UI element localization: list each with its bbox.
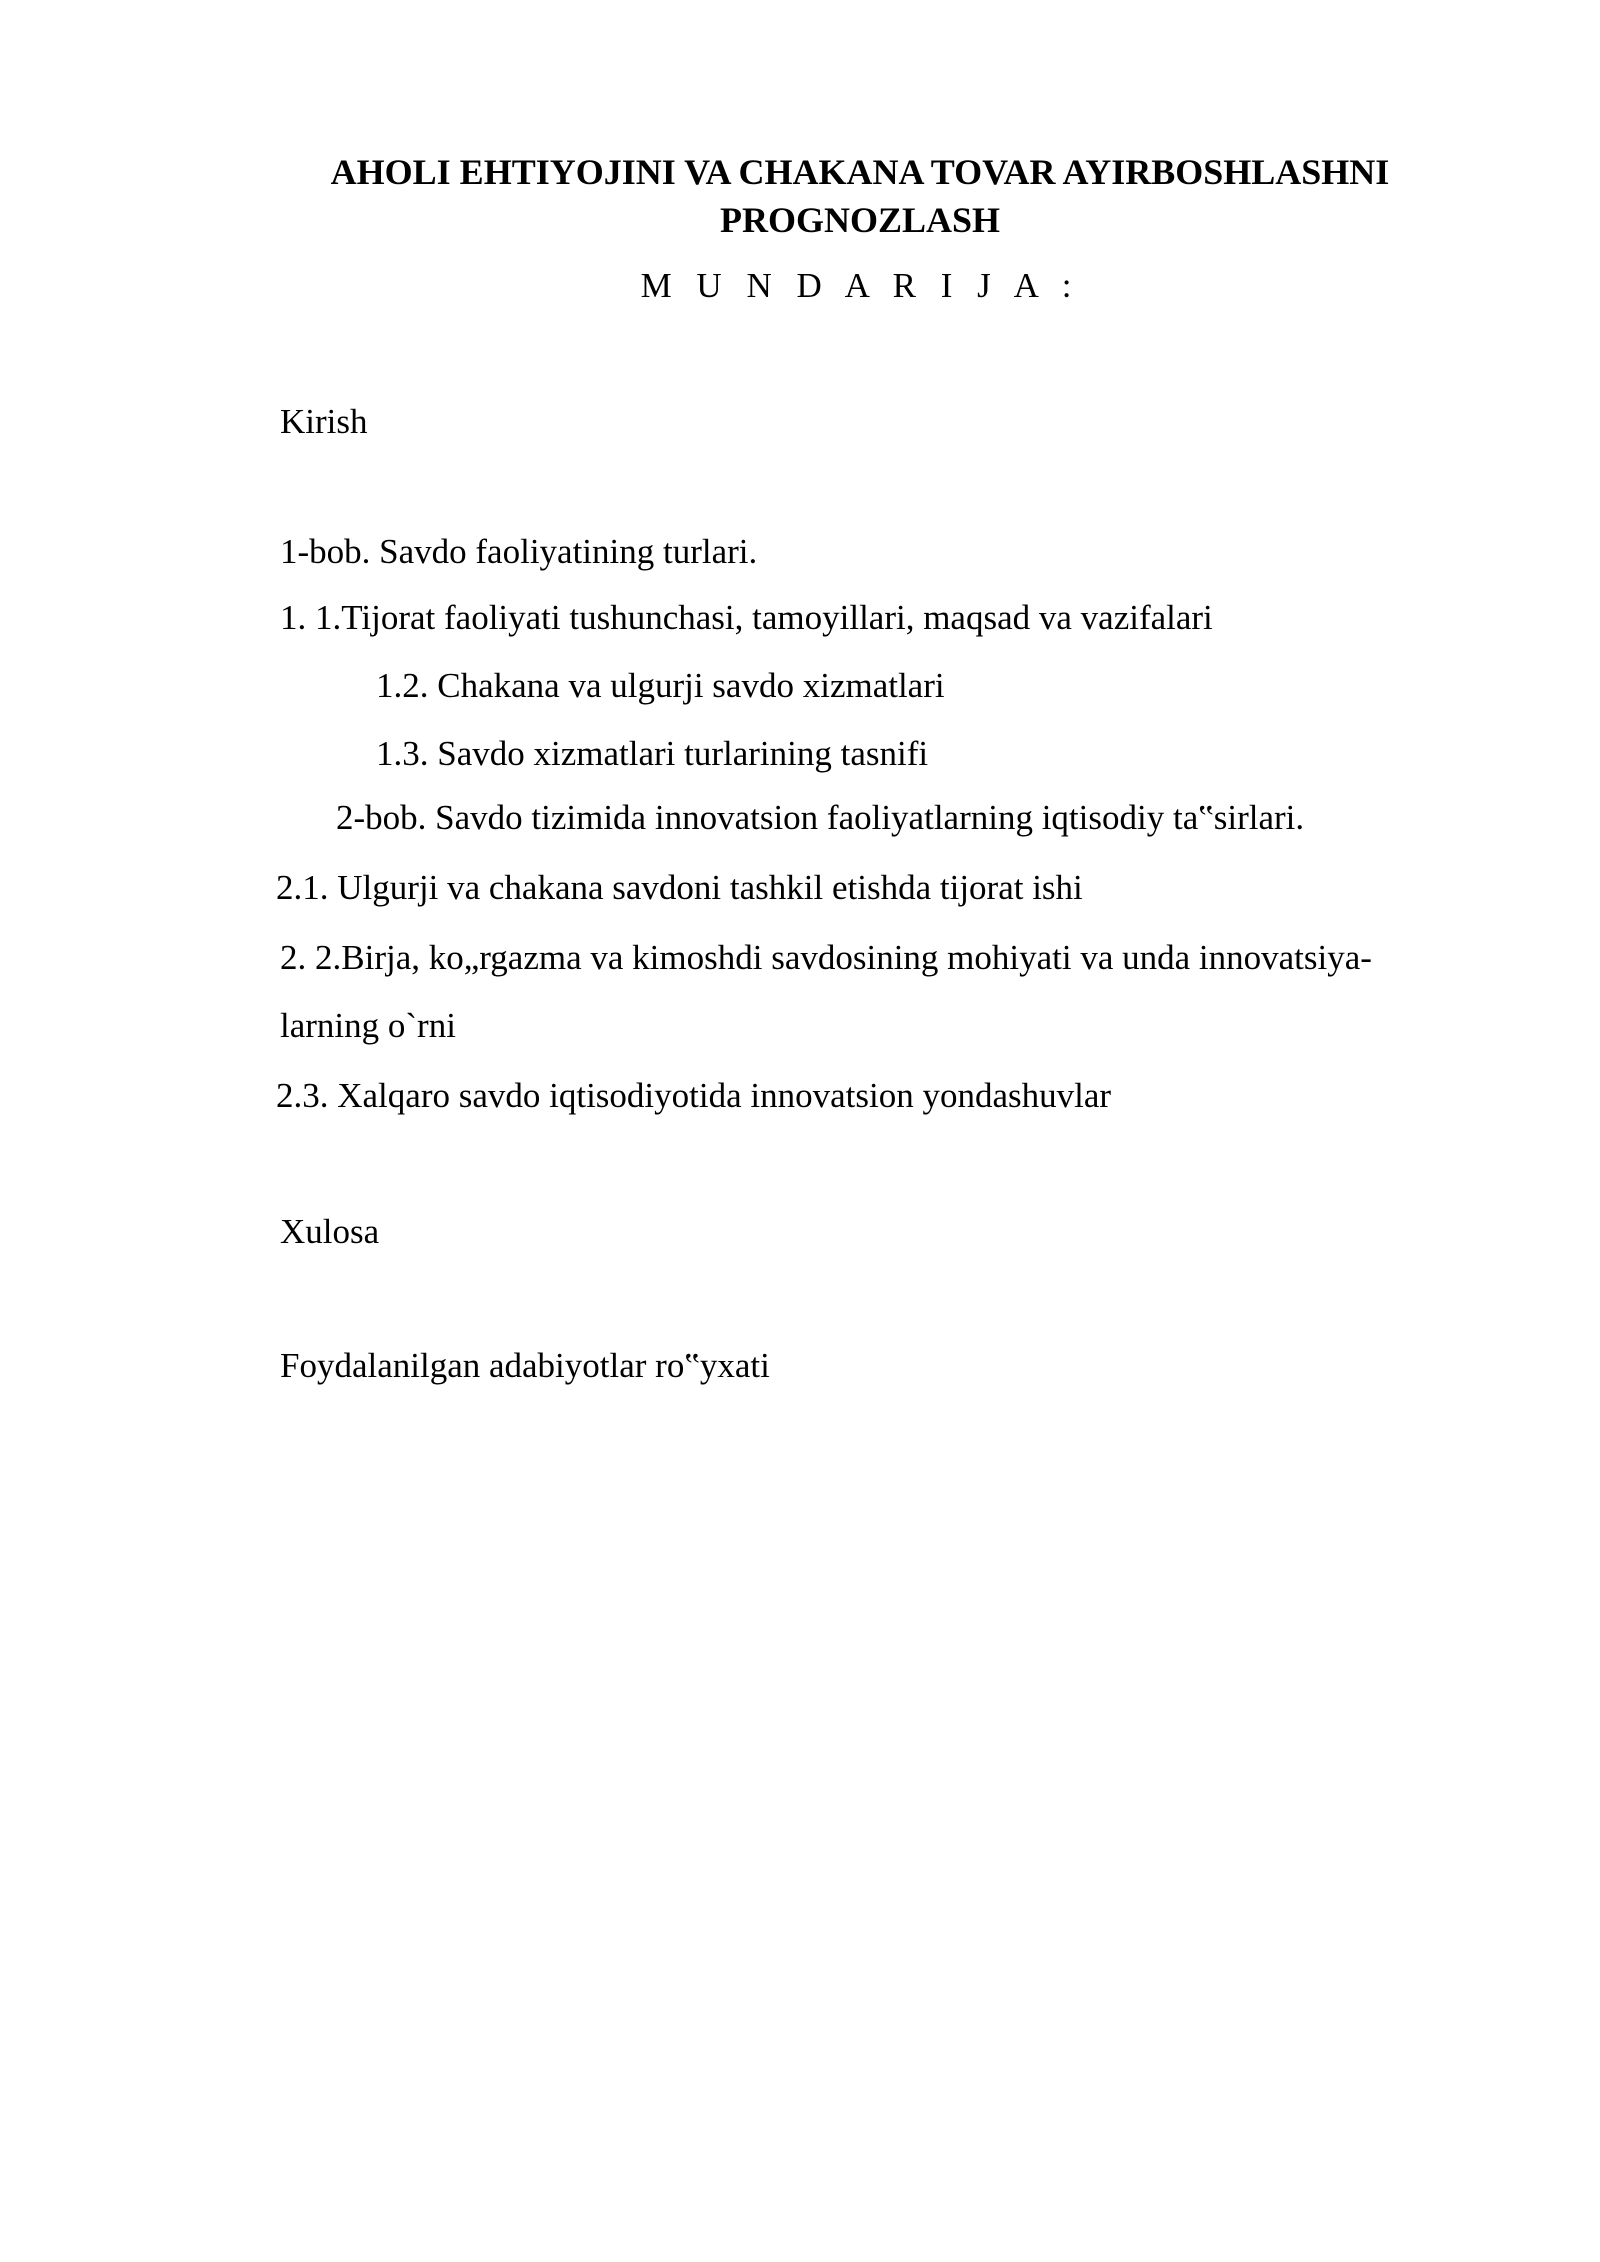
toc-item-2-3: 2.3. Xalqaro savdo iqtisodiyotida innovatsion yondashuvlar <box>276 1076 1112 1115</box>
toc-item-2-2-line-1: 2. 2.Birja, ko„rgazma va kimoshdi savdosining mohiyati va unda innovatsiya- <box>280 938 1372 977</box>
title-line-1: AHOLI EHTIYOJINI VA CHAKANA TOVAR AYIRBOSHLASHNI <box>330 152 1390 192</box>
toc-item-1-3: 1.3. Savdo xizmatlari turlarining tasnifi <box>376 734 929 773</box>
toc-item-1-2: 1.2. Chakana va ulgurji savdo xizmatlari <box>376 666 945 705</box>
title-line-2: PROGNOZLASH <box>719 200 1001 240</box>
toc-chapter-1: 1-bob. Savdo faoliyatining turlari. <box>280 532 758 571</box>
toc-item-1-1: 1. 1.Tijorat faoliyati tushunchasi, tamoyillari, maqsad va vazifalari <box>280 598 1213 637</box>
contents-heading: M U N D A R I J A : <box>640 266 1080 305</box>
toc-item-2-2-line-2: larning o`rni <box>280 1006 456 1045</box>
toc-item-2-1: 2.1. Ulgurji va chakana savdoni tashkil etishda tijorat ishi <box>276 868 1083 907</box>
toc-intro: Kirish <box>280 402 368 441</box>
toc-references: Foydalanilgan adabiyotlar ro‟yxati <box>280 1346 770 1385</box>
toc-chapter-2: 2-bob. Savdo tizimida innovatsion faoliyatlarning iqtisodiy ta‟sirlari. <box>336 798 1305 837</box>
toc-conclusion: Xulosa <box>280 1212 380 1251</box>
document-title <box>240 148 1480 244</box>
